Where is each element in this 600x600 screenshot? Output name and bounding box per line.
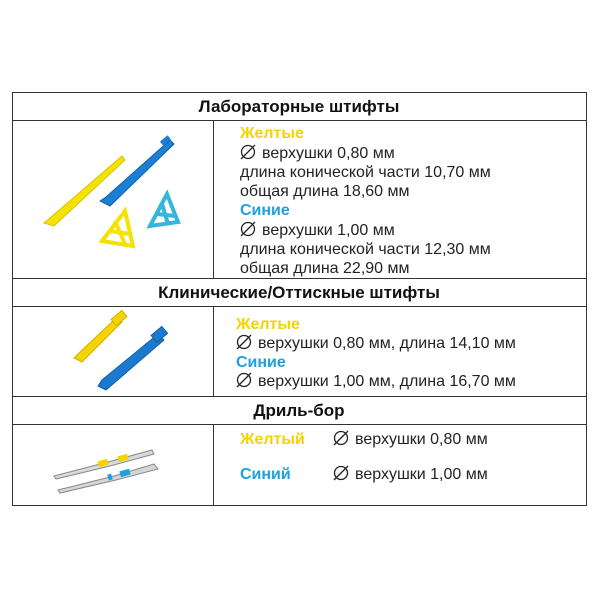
diameter-icon: [236, 372, 252, 388]
column-divider: [213, 424, 214, 506]
color-label-yellow: Желтые: [236, 316, 300, 333]
table-divider: [12, 306, 587, 307]
table-divider: [12, 120, 587, 121]
color-label-blue: Синие: [240, 202, 290, 219]
spec-line: верхушки 1,00 мм: [240, 221, 395, 240]
table-border-top: [12, 92, 587, 93]
spec-line: верхушки 0,80 мм, длина 14,10 мм: [236, 334, 516, 353]
table-border-right: [586, 92, 587, 506]
column-divider: [213, 306, 214, 396]
laboratory-pins-image: [30, 126, 205, 271]
color-label-yellow: Желтые: [240, 125, 304, 142]
color-label-yellow: Желтый: [240, 431, 305, 448]
spec-line: верхушки 0,80 мм: [240, 144, 395, 163]
clinical-pins-image: [60, 310, 190, 392]
diameter-icon: [333, 465, 349, 481]
table-divider: [12, 424, 587, 425]
section-title: Дриль-бор: [253, 401, 345, 420]
drill-bur-image: [48, 436, 198, 496]
spec-line: общая длина 22,90 мм: [240, 260, 410, 277]
section-title: Клинические/Оттискные штифты: [158, 283, 440, 302]
section-title: Лабораторные штифты: [198, 97, 400, 116]
spec-line: общая длина 18,60 мм: [240, 183, 410, 200]
color-label-blue: Синие: [236, 354, 286, 371]
spec-line: верхушки 0,80 мм: [333, 430, 488, 449]
spec-line: длина конической части 10,70 мм: [240, 164, 491, 181]
table-border-bottom: [12, 505, 587, 506]
diameter-icon: [236, 334, 252, 350]
diameter-icon: [333, 430, 349, 446]
diameter-icon: [240, 221, 256, 237]
spec-line: верхушки 1,00 мм, длина 16,70 мм: [236, 372, 516, 391]
spec-line: верхушки 1,00 мм: [333, 465, 488, 484]
diameter-icon: [240, 144, 256, 160]
table-divider: [12, 278, 587, 279]
column-divider: [213, 120, 214, 278]
color-label-blue: Синий: [240, 466, 291, 483]
spec-line: длина конической части 12,30 мм: [240, 241, 491, 258]
table-divider: [12, 396, 587, 397]
